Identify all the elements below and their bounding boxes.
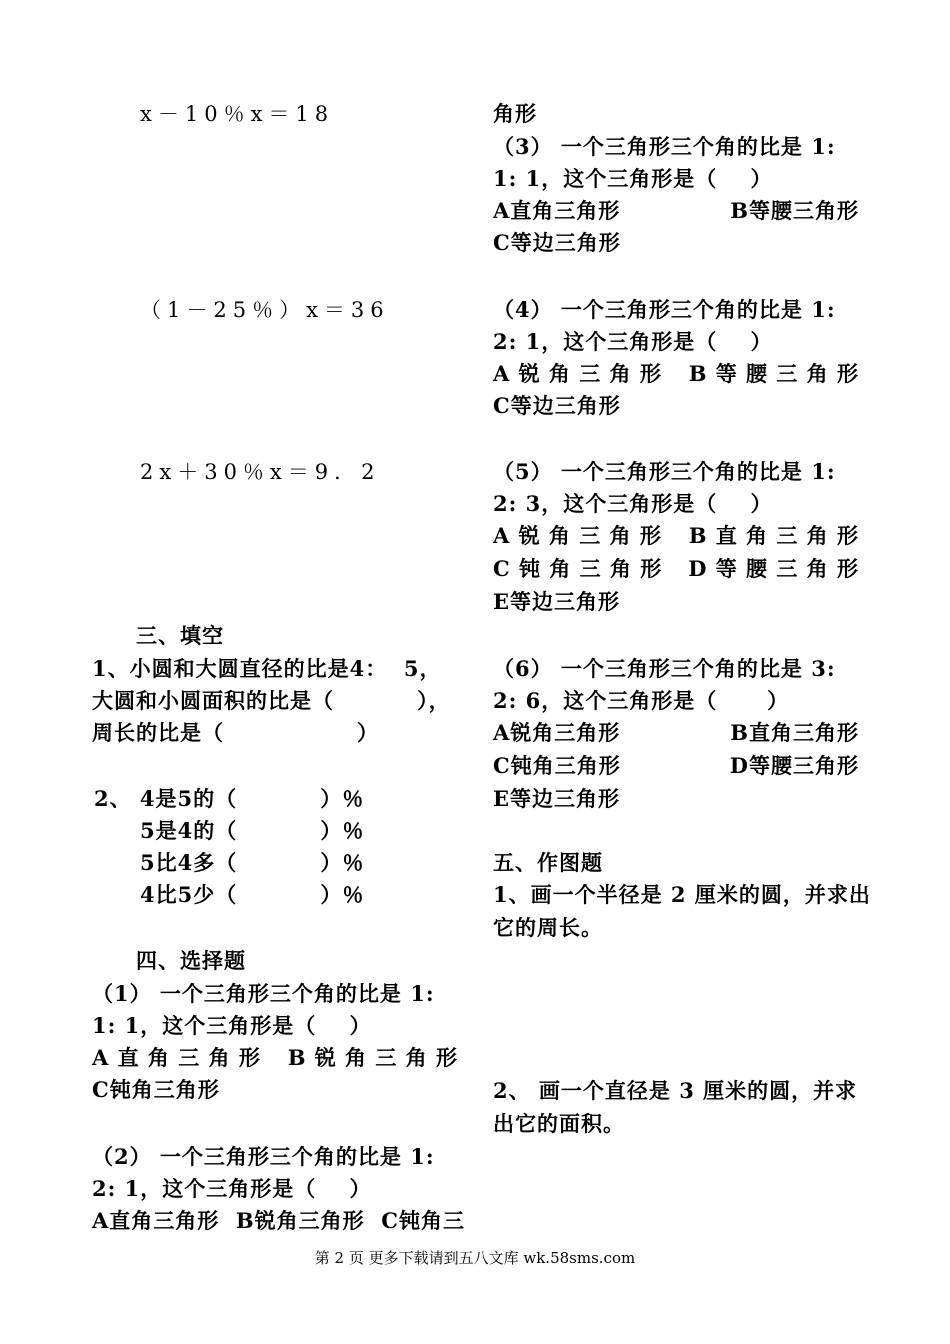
choice-q5-line1: （5） 一个三角形三个角的比是 1: <box>493 459 836 484</box>
choice-q4-option-a: A 锐 角 三 角 形 <box>493 361 662 386</box>
choice-q4-line2: 2: 1，这个三角形是（ ） <box>493 329 773 354</box>
choice-q6-option-c: C钝角三角形 <box>493 753 621 778</box>
fill-q2-line1: 2、 4是5的（ ）％ <box>94 786 365 811</box>
choice-q6-options-cd <box>493 752 859 780</box>
choice-q4-option-b: B 等 腰 三 角 形 <box>688 361 859 386</box>
fill-q1-line2: 大圆和小圆面积的比是（ ）， <box>92 688 451 713</box>
choice-q6-option-e: E等边三角形 <box>493 786 621 811</box>
choice-q5-option-c: C 钝 角 三 角 形 <box>493 556 663 581</box>
fill-q1-line1: 1、小圆和大圆直径的比是4： 5， <box>92 656 442 681</box>
choice-q5-option-a: A 锐 角 三 角 形 <box>493 523 662 548</box>
choice-q3-options <box>493 197 859 225</box>
choice-q3-option-a: A直角三角形 <box>493 198 621 223</box>
choice-q3-option-c: C等边三角形 <box>493 230 621 255</box>
choice-q2-tail: 角形 <box>493 101 537 126</box>
draw-q1-line2: 它的周长。 <box>493 915 603 940</box>
choice-q6-option-a: A锐角三角形 <box>493 720 621 745</box>
choice-q3-line1: （3） 一个三角形三个角的比是 1: <box>493 134 836 159</box>
choice-q4-option-c: C等边三角形 <box>493 393 621 418</box>
fill-q2-line3: 5比4多（ ）％ <box>140 850 365 875</box>
choice-q5-options-cd <box>493 555 859 583</box>
equation-1: x－10％x＝18 <box>140 102 335 126</box>
choice-q6-option-d: D等腰三角形 <box>729 753 859 778</box>
equation-3: 2x＋30％x＝9．2 <box>140 460 381 484</box>
choice-q6-line1: （6） 一个三角形三个角的比是 3: <box>493 656 836 681</box>
equation-2: （1－25％）x＝36 <box>140 298 390 322</box>
choice-q1-option-c: C钝角三角形 <box>92 1077 220 1102</box>
page-footer: 第 2 页 更多下载请到五八文库 wk.58sms.com <box>314 1249 636 1267</box>
choice-q3-option-b: B等腰三角形 <box>730 198 859 223</box>
choice-q1-option-b: B 锐 角 三 角 形 <box>287 1045 458 1070</box>
choice-q3-line2: 1: 1，这个三角形是（ ） <box>493 166 773 191</box>
fill-q1-line3: 周长的比是（ ） <box>92 720 379 745</box>
draw-q2-line2: 出它的面积。 <box>493 1111 625 1136</box>
choice-q6-options-ab <box>493 719 859 747</box>
section-5-heading: 五、作图题 <box>493 850 603 875</box>
choice-q4-line1: （4） 一个三角形三个角的比是 1: <box>493 297 836 322</box>
choice-q6-line2: 2: 6，这个三角形是（ ） <box>493 688 790 713</box>
choice-q1-line1: （1） 一个三角形三个角的比是 1: <box>92 981 435 1006</box>
draw-q1-line1: 1、画一个半径是 2 厘米的圆，并求出 <box>493 882 871 907</box>
choice-q6-option-b: B直角三角形 <box>730 720 859 745</box>
choice-q4-options <box>493 360 859 388</box>
section-3-heading: 三、填空 <box>136 623 224 648</box>
choice-q5-option-e: E等边三角形 <box>493 589 621 614</box>
fill-q2-line4: 4比5少（ ）％ <box>140 882 365 907</box>
fill-q2-line2: 5是4的（ ）％ <box>140 818 365 843</box>
choice-q1-options <box>92 1044 458 1072</box>
choice-q2-line1: （2） 一个三角形三个角的比是 1: <box>92 1144 435 1169</box>
draw-q2-line1: 2、 画一个直径是 3 厘米的圆，并求 <box>493 1078 858 1103</box>
section-4-heading: 四、选择题 <box>136 948 246 973</box>
choice-q1-line2: 1: 1，这个三角形是（ ） <box>92 1013 372 1038</box>
choice-q5-line2: 2: 3，这个三角形是（ ） <box>493 491 773 516</box>
choice-q5-options-ab <box>493 522 859 550</box>
choice-q2-options: A直角三角形 B锐角三角形 C钝角三 <box>92 1208 465 1233</box>
choice-q1-option-a: A 直 角 三 角 形 <box>92 1045 261 1070</box>
choice-q2-line2: 2: 1，这个三角形是（ ） <box>92 1176 372 1201</box>
choice-q5-option-b: B 直 角 三 角 形 <box>688 523 859 548</box>
choice-q5-option-d: D 等 腰 三 角 形 <box>688 556 859 581</box>
